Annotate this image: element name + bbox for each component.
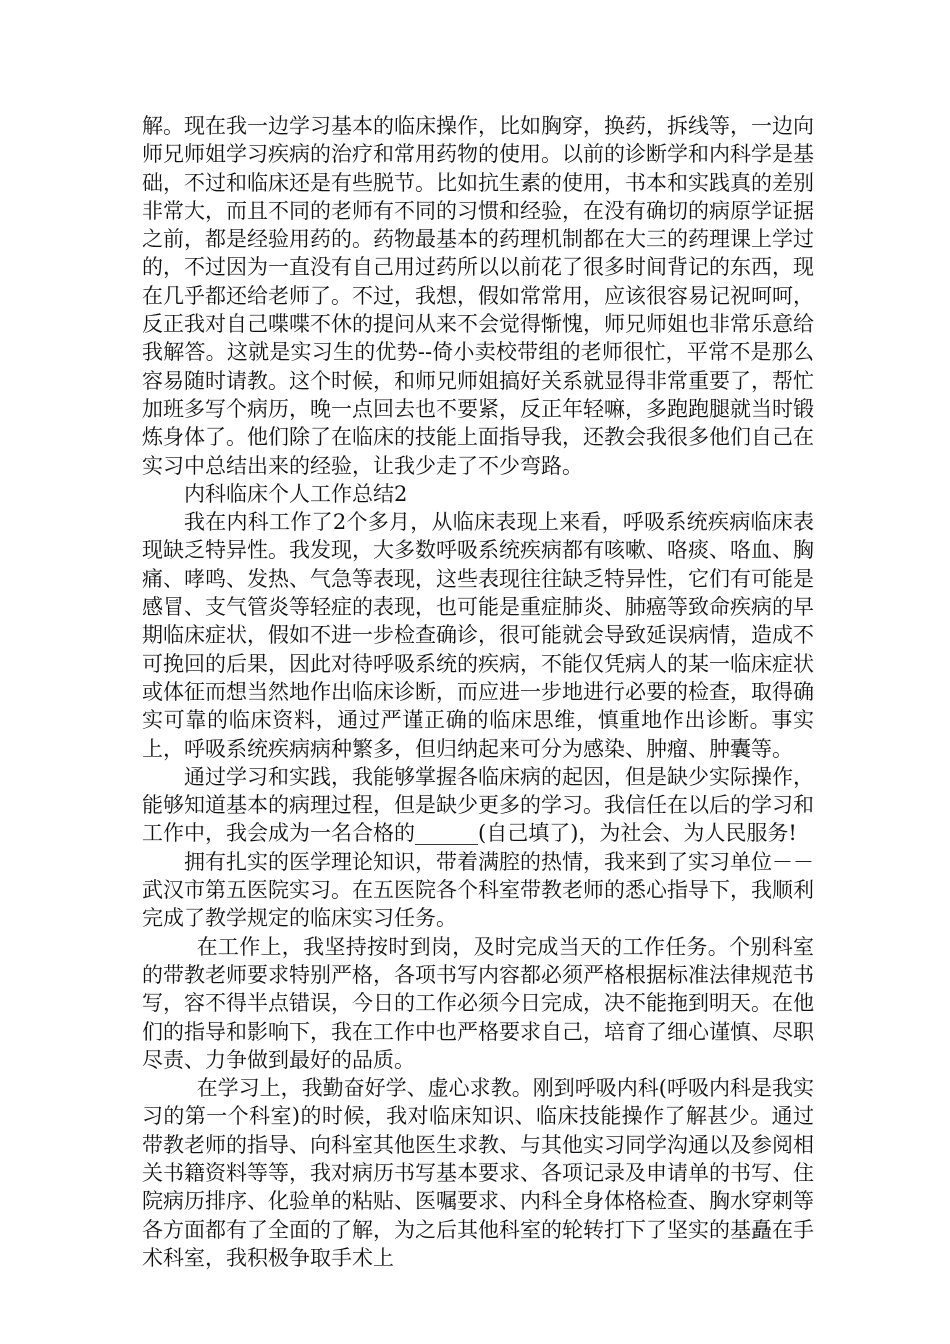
paragraph-learning-practice: 通过学习和实践，我能够掌握各临床病的起因，但是缺少实际操作，能够知道基本的病理过程，但是缺少更多的学习。我信任在以后的学习和工作中，我会成为一名合格的______(自己填了)，为社会、为人民服务!	[142, 764, 814, 846]
paragraph-work-attitude: 在工作上，我坚持按时到岗，及时完成当天的工作任务。个别科室的带教老师要求特别严格，各项书写内容都必须严格根据标准法律规范书写，容不得半点错误，今日的工作必须今日完成，决不能拖到明天。在他们的指导和影响下，我在工作中也严格要求自己，培育了细心谨慎、尽职尽责、力争做到最好的品质。	[142, 934, 814, 1072]
paragraph-continuation: 解。现在我一边学习基本的临床操作，比如胸穿，换药，拆线等，一边向师兄师姐学习疾病的治疗和常用药物的使用。以前的诊断学和内科学是基础，不过和临床还是有些脱节。比如抗生素的使用，书本和实践真的差别非常大，而且不同的老师有不同的习惯和经验，在没有确切的病原学证据之前，都是经验用药的。药物最基本的药理机制都在大三的药理课上学过的，不过因为一直没有自己用过药所以以前花了很多时间背记的东西，现在几乎都还给老师了。不过，我想，假如常常用，应该很容易记祝呵呵，反正我对自己喋喋不休的提问从来不会觉得惭愧，师兄师姐也非常乐意给我解答。这就是实习生的优势--倚小卖校带组的老师很忙，平常不是那么容易随时请教。这个时候，和师兄师姐搞好关系就显得非常重要了，帮忙加班多写个病历，晚一点回去也不要紧，反正年轻嘛，多跑跑腿就当时锻炼身体了。他们除了在临床的技能上面指导我，还教会我很多他们自己在实习中总结出来的经验，让我少走了不少弯路。	[142, 114, 814, 478]
paragraph-study-attitude: 在学习上，我勤奋好学、虚心求教。刚到呼吸内科(呼吸内科是我实习的第一个科室)的时候，我对临床知识、临床技能操作了解甚少。通过带教老师的指导、向科室其他医生求教、与其他实习同学沟通以及参阅相关书籍资料等等，我对病历书写基本要求、各项记录及申请单的书写、住院病历排序、化验单的粘贴、医嘱要求、内科全身体格检查、胸水穿刺等各方面都有了全面的了解，为之后其他科室的轮转打下了坚实的基矗在手术科室，我积极争取手术上	[142, 1076, 814, 1270]
document-page	[142, 112, 814, 1272]
section-heading: 内科临床个人工作总结2	[184, 481, 408, 506]
paragraph-respiratory-symptoms: 我在内科工作了2个多月，从临床表现上来看，呼吸系统疾病临床表现缺乏特异性。我发现，大多数呼吸系统疾病都有咳嗽、咯痰、咯血、胸痛、哮鸣、发热、气急等表现，这些表现往往缺乏特异性，它们有可能是感冒、支气管炎等轻症的表现，也可能是重症肺炎、肺癌等致命疾病的早期临床症状，假如不进一步检查确诊，很可能就会导致延误病情，造成不可挽回的后果，因此对待呼吸系统的疾病，不能仅凭病人的某一临床症状或体征而想当然地作出临床诊断，而应进一步地进行必要的检查，取得确实可靠的临床资料，通过严谨正确的临床思维，慎重地作出诊断。事实上，呼吸系统疾病病种繁多，但归纳起来可分为感染、肿瘤、肿囊等。	[142, 510, 814, 761]
paragraph-internship-intro: 拥有扎实的医学理论知识，带着满腔的热情，我来到了实习单位－－武汉市第五医院实习。在五医院各个科室带教老师的悉心指导下，我顺利完成了教学规定的临床实习任务。	[142, 849, 814, 931]
